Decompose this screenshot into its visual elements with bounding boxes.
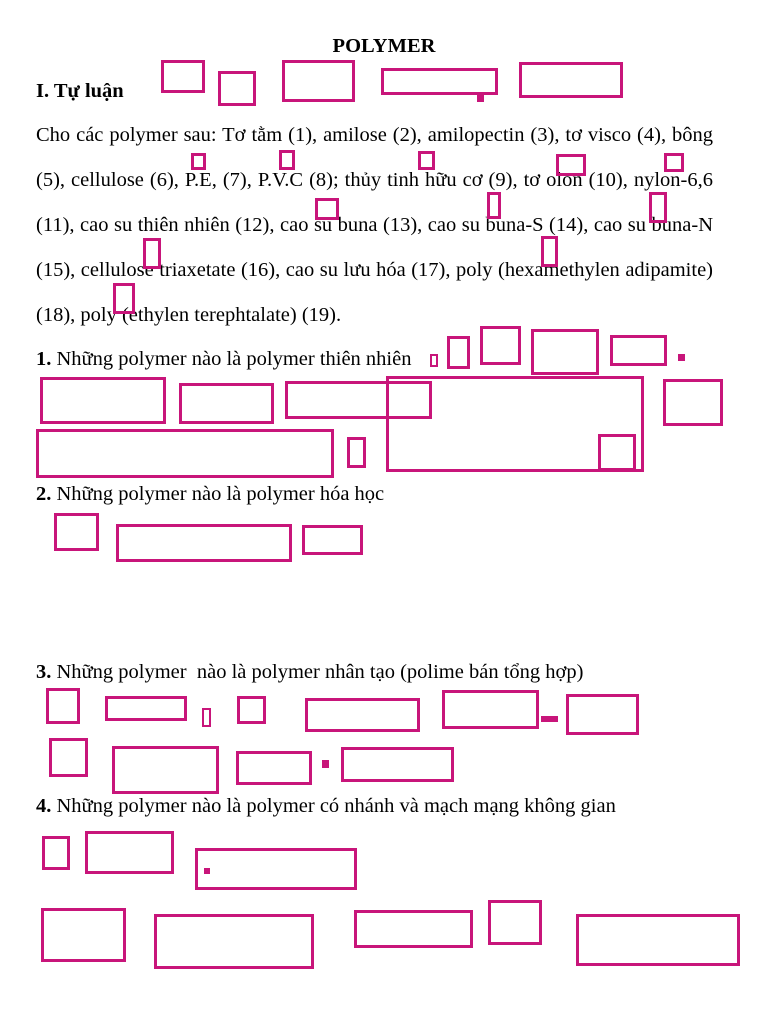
intro-line: (11), cao su thiên nhiên (12), cao su buna (13), cao su buna-S (14), cao su buna-N bbox=[36, 214, 713, 236]
pink-box bbox=[315, 198, 339, 220]
pink-box bbox=[664, 153, 684, 172]
pink-box bbox=[442, 690, 539, 729]
pink-box bbox=[105, 696, 187, 721]
intro-line: (5), cellulose (6), P.E, (7), P.V.C (8); thủy tinh hữu cơ (9), tơ olon (10), nylon-6,6 bbox=[36, 169, 713, 191]
intro-line: Cho các polymer sau: Tơ tằm (1), amilose (2), amilopectin (3), tơ visco (4), bông bbox=[36, 124, 713, 146]
question-text: Những polymer nào là polymer thiên nhiên bbox=[56, 348, 412, 370]
pink-box bbox=[143, 238, 161, 269]
question-text: Những polymer nào là polymer hóa học bbox=[56, 483, 385, 505]
pink-box bbox=[566, 694, 639, 735]
pink-box bbox=[161, 60, 205, 93]
pink-dot bbox=[477, 95, 484, 102]
question-3 bbox=[36, 660, 583, 684]
pink-dot bbox=[322, 760, 329, 768]
pink-box bbox=[40, 377, 166, 424]
question-number: 3. bbox=[36, 661, 52, 683]
pink-box bbox=[598, 434, 636, 471]
pink-box bbox=[541, 236, 558, 267]
question-2 bbox=[36, 482, 384, 506]
pink-box bbox=[218, 71, 256, 106]
question-4 bbox=[36, 794, 616, 818]
pink-box bbox=[41, 908, 126, 962]
pink-box bbox=[302, 525, 363, 555]
document-title: POLYMER bbox=[332, 35, 436, 57]
section-heading: I. Tự luận bbox=[36, 80, 124, 102]
intro-line: (18), poly (ethylen terephtalate) (19). bbox=[36, 304, 342, 326]
pink-box bbox=[610, 335, 667, 366]
pink-box bbox=[236, 751, 312, 785]
pink-box bbox=[381, 68, 498, 95]
pink-box bbox=[237, 696, 266, 724]
question-number: 1. bbox=[36, 348, 52, 370]
pink-box bbox=[519, 62, 623, 98]
question-text: Những polymer nào là polymer có nhánh và mạch mạng không gian bbox=[56, 795, 616, 817]
intro-line: (15), cellulose triaxetate (16), cao su lưu hóa (17), poly (hexamethylen adipamite) bbox=[36, 259, 713, 281]
question-1 bbox=[36, 347, 411, 371]
pink-box bbox=[46, 688, 80, 724]
pink-box bbox=[488, 900, 542, 945]
pink-box bbox=[487, 192, 501, 219]
pink-box bbox=[576, 914, 740, 966]
pink-box bbox=[49, 738, 88, 777]
question-text: Những polymer nào là polymer nhân tạo (polime bán tổng hợp) bbox=[56, 661, 584, 683]
question-number: 2. bbox=[36, 483, 52, 505]
pink-dash bbox=[541, 716, 558, 722]
pink-box bbox=[113, 283, 135, 314]
pink-box bbox=[36, 429, 334, 478]
pink-box bbox=[556, 154, 586, 176]
pink-box bbox=[85, 831, 174, 874]
pink-box bbox=[354, 910, 473, 948]
pink-box bbox=[191, 153, 206, 170]
pink-box bbox=[531, 329, 599, 375]
pink-box bbox=[282, 60, 355, 102]
pink-box bbox=[179, 383, 274, 424]
pink-box bbox=[480, 326, 521, 365]
pink-box bbox=[649, 192, 667, 223]
pink-box bbox=[54, 513, 99, 551]
pink-box bbox=[347, 437, 366, 468]
pink-box bbox=[341, 747, 454, 782]
pink-box bbox=[42, 836, 70, 870]
pink-dot bbox=[204, 868, 210, 874]
pink-box bbox=[195, 848, 357, 890]
pink-box bbox=[116, 524, 292, 562]
pink-box bbox=[202, 708, 211, 727]
pink-box bbox=[154, 914, 314, 969]
pink-dot bbox=[678, 354, 685, 361]
pink-box bbox=[663, 379, 723, 426]
pink-box bbox=[418, 151, 435, 170]
pink-box bbox=[112, 746, 219, 794]
question-number: 4. bbox=[36, 795, 52, 817]
pink-box bbox=[279, 150, 295, 170]
pink-box bbox=[447, 336, 470, 369]
pink-box bbox=[430, 354, 438, 367]
pink-box bbox=[305, 698, 420, 732]
